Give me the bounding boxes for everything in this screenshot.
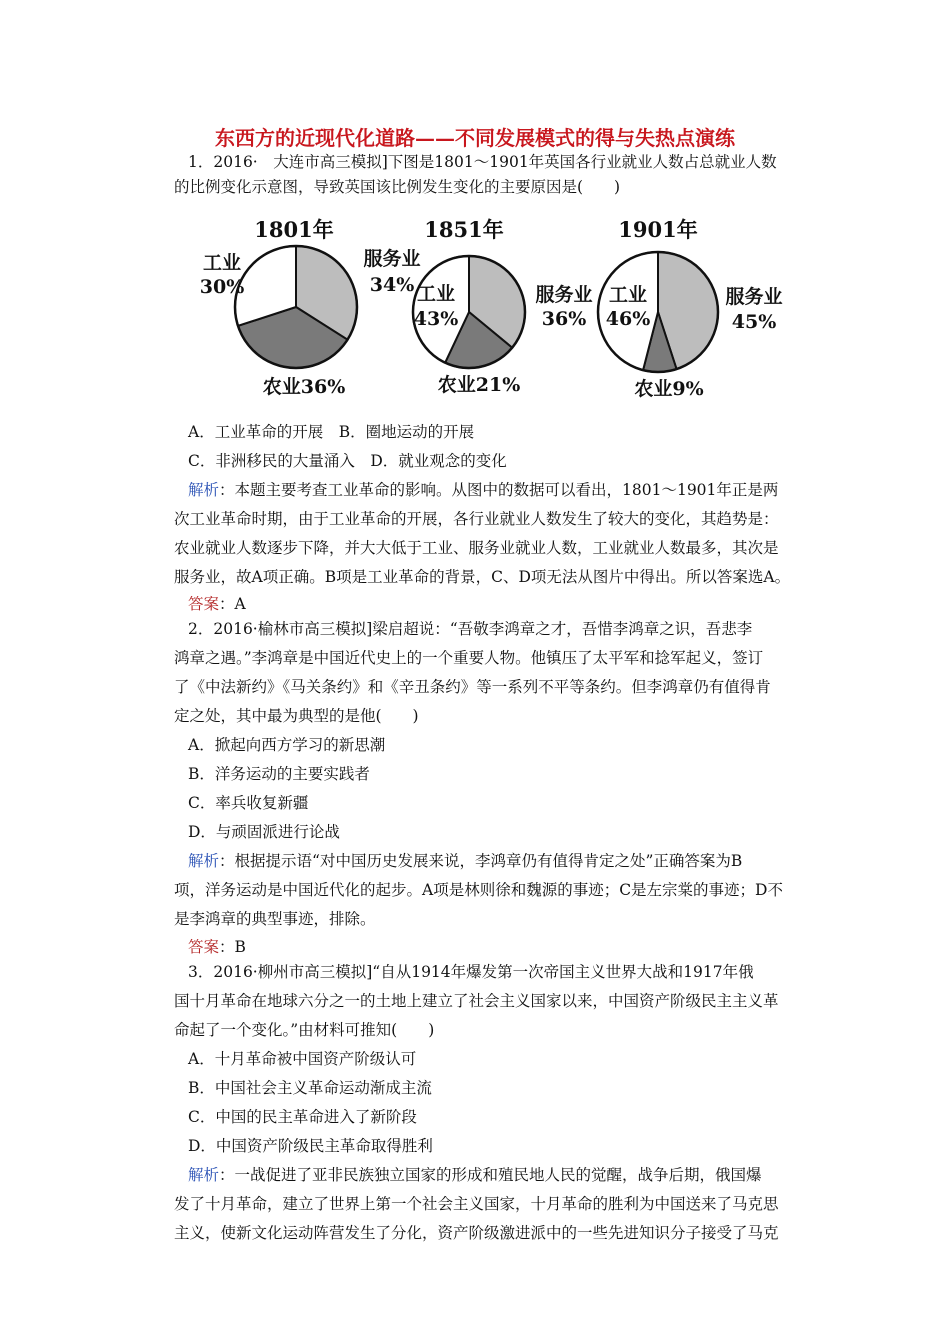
q2-stem-line-4: 定之处，其中最为典型的是他( ) [174,707,419,725]
q1-answer-label: 答案 [188,595,220,613]
q2-option-d: D．与顽固派进行论战 [188,823,340,841]
q1-analysis-line-1 [188,480,778,500]
pie-label: 服务业 [725,286,783,308]
pie-label: 工业 [608,284,648,306]
pie-label: 农业21% [437,374,521,396]
q1-analysis-label: 解析 [188,481,220,499]
q1-analysis-line-2: 次工业革命时期，由于工业革命的开展，各行业就业人数发生了较大的变化，其趋势是： [174,510,779,528]
q2-analysis-line-1 [188,851,742,871]
q2-option-c: C．率兵收复新疆 [188,794,309,812]
pie-label: 服务业 [363,248,421,270]
pie-label: 农业36% [262,376,346,398]
pie-label: 30% [199,276,245,298]
q1-analysis-line-4: 服务业，故A项正确。B项是工业革命的背景，C、D项无法从图片中得出。所以答案选A。 [174,568,791,586]
q2-option-a: A．掀起向西方学习的新思潮 [188,736,386,754]
q3-analysis-text-1: ：一战促进了亚非民族独立国家的形成和殖民地人民的觉醒，战争后期，俄国爆 [219,1166,762,1184]
page-title: 东西方的近现代化道路——不同发展模式的得与失热点演练 [215,126,735,150]
q2-answer-label: 答案 [188,938,220,956]
q2-analysis-line-2: 项，洋务运动是中国近代化的起步。A项是林则徐和魏源的事迹；C是左宗棠的事迹；D不 [174,881,783,899]
pie-label: 36% [541,308,587,330]
q3-option-c: C．中国的民主革命进入了新阶段 [188,1108,417,1126]
q3-stem-line-1: 3．2016·柳州市高三模拟]“自从1914年爆发第一次帝国主义世界大战和1917年俄 [188,963,754,981]
q1-options-line-2: C．非洲移民的大量涌入 D．就业观念的变化 [188,452,507,470]
pie-label: 46% [605,308,651,330]
pie-title: 1851年 [424,217,504,242]
q2-stem-line-2: 鸿章之遇。”李鸿章是中国近代史上的一个重要人物。他镇压了太平军和捻军起义，签订 [174,649,764,667]
q1-options-line-1: A．工业革命的开展 B．圈地运动的开展 [188,423,475,441]
q3-analysis-line-2: 发了十月革命，建立了世界上第一个社会主义国家，十月革命的胜利为中国送来了马克思 [174,1195,779,1213]
q2-stem-line-3: 了《中法新约》《马关条约》和《辛丑条约》等一系列不平等条约。但李鸿章仍有值得肯 [174,678,771,696]
pie-title: 1801年 [254,217,334,242]
q3-analysis-line-3: 主义，使新文化运动阵营发生了分化，资产阶级激进派中的一些先进知识分子接受了马克 [174,1224,779,1242]
pie-label: 34% [369,274,415,296]
q3-stem-line-2: 国十月革命在地球六分之一的土地上建立了社会主义国家以来，中国资产阶级民主主义革 [174,992,779,1010]
q2-analysis-label: 解析 [188,852,220,870]
q1-answer [188,594,246,614]
pie-label: 45% [731,311,777,333]
q2-analysis-text-1: ：根据提示语“对中国历史发展来说，李鸿章仍有值得肯定之处”正确答案为B [219,852,743,870]
employment-pie-charts [174,205,794,405]
q1-stem-line-2: 的比例变化示意图，导致英国该比例发生变化的主要原因是( ) [174,178,621,196]
q3-analysis-label: 解析 [188,1166,220,1184]
q1-answer-value: ：A [219,595,246,613]
q2-stem-line-1: 2．2016·榆林市高三模拟]梁启超说：“吾敬李鸿章之才，吾惜李鸿章之识，吾悲李 [188,620,753,638]
q2-answer [188,937,246,957]
q2-answer-value: ：B [219,938,246,956]
q2-analysis-line-3: 是李鸿章的典型事迹，排除。 [174,910,376,928]
q1-analysis-text-1: ：本题主要考查工业革命的影响。从图中的数据可以看出，1801～1901年正是两 [219,481,779,499]
q3-option-b: B．中国社会主义革命运动渐成主流 [188,1079,432,1097]
pie-label: 43% [413,308,459,330]
pie-label: 农业9% [634,378,704,400]
q3-stem-line-3: 命起了一个变化。”由材料可推知( ) [174,1021,435,1039]
q3-option-a: A．十月革命被中国资产阶级认可 [188,1050,417,1068]
pie-title: 1901年 [618,217,698,242]
pie-label: 工业 [416,283,456,305]
q1-stem-line-1: 1．2016· 大连市高三模拟]下图是1801～1901年英国各行业就业人数占总就业人数 [188,153,777,171]
q2-option-b: B．洋务运动的主要实践者 [188,765,370,783]
q3-option-d: D．中国资产阶级民主革命取得胜利 [188,1137,433,1155]
q1-analysis-line-3: 农业就业人数逐步下降，并大大低于工业、服务业就业人数，工业就业人数最多，其次是 [174,539,779,557]
pie-label: 服务业 [535,284,593,306]
pie-label: 工业 [202,252,242,274]
q3-analysis-line-1 [188,1165,762,1185]
